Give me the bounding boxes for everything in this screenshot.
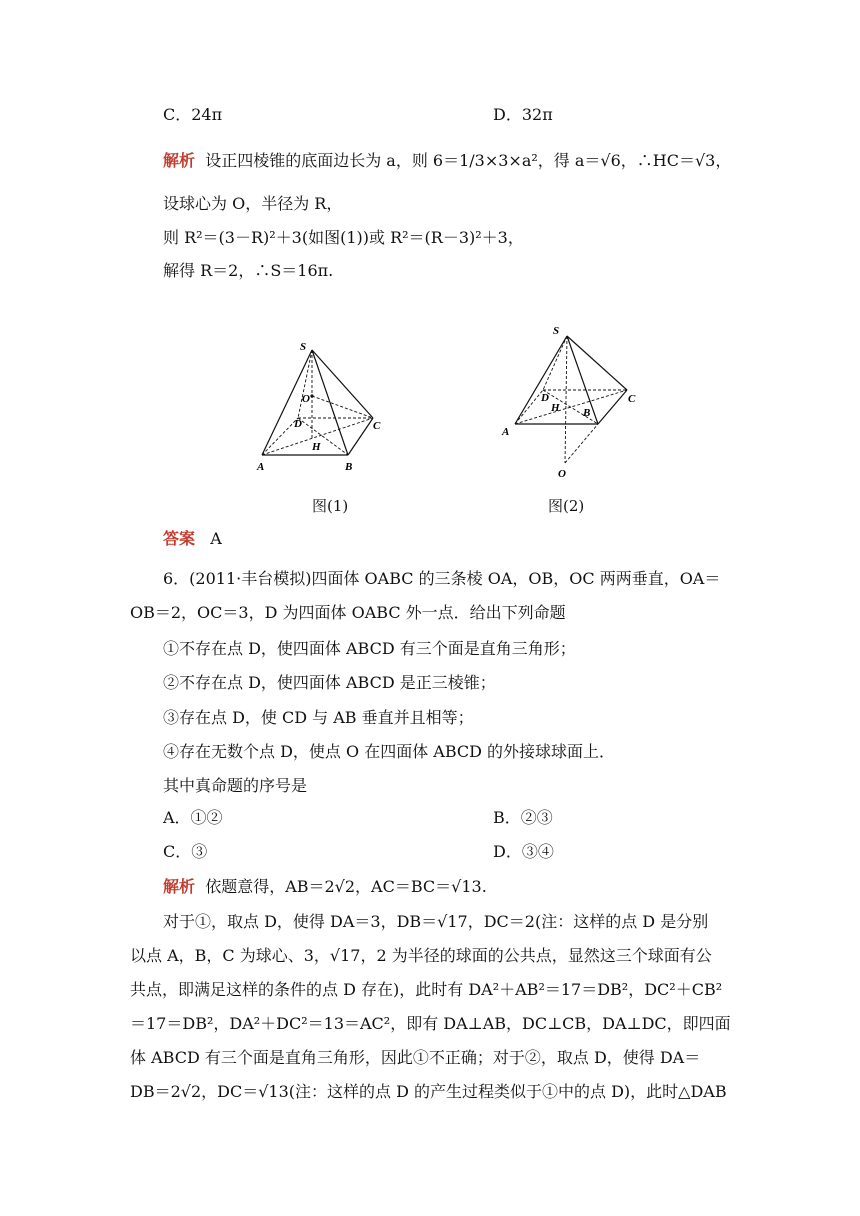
label-s: S [553,325,560,337]
solution-tag-2: 解析 [163,877,196,896]
solution-2-line-7: DB＝2√2，DC＝√13(注：这样的点 D 的产生过程类似于①中的点 D)，此时△DAB [130,1082,727,1101]
figure-2-caption: 图(2) [548,497,585,515]
label-a: A [257,461,265,473]
label-c: C [373,420,381,432]
solution-2-line-3: 以点 A，B，C 为球心、3，√17，2 为半径的球面的公共点，显然这三个球面有公 [130,946,712,965]
solution-1-line-4: 解得 R＝2，∴S＝16π. [163,261,334,280]
label-s: S [300,341,307,353]
solution-text: 设正四棱锥的底面边长为 a，则 6＝1/3×3×a²，得 a＝√6，∴HC＝√3， [205,151,732,170]
label-o: O [302,393,310,405]
label-a: A [502,426,510,438]
option-a: A．①② [163,808,223,827]
option-d: D．32π [493,105,553,124]
option-c: C．24π [163,105,223,124]
solution-2-line-5: ＝17＝DB²，DA²＋DC²＝13＝AC²，即有 DA⊥AB，DC⊥CB，DA⊥DC，即四面 [130,1014,731,1033]
proposition-3: ③存在点 D，使 CD 与 AB 垂直并且相等； [163,708,474,727]
solution-1-line-2: 设球心为 O，半径为 R， [163,194,343,213]
label-h: H [312,441,321,453]
answer-tag: 答案 [163,529,196,548]
solution-1-line-1 [163,150,731,172]
figure-1-pyramid [240,330,390,480]
question-ask: 其中真命题的序号是 [163,776,308,795]
label-o: O [558,468,566,480]
solution-tag: 解析 [163,151,196,170]
label-b: B [345,461,353,473]
label-h: H [551,402,560,414]
proposition-4: ④存在无数个点 D，使点 O 在四面体 ABCD 的外接球球面上． [163,742,616,761]
answer-line [163,528,222,550]
question-6-line-2: OB＝2，OC＝3，D 为四面体 OABC 外一点．给出下列命题 [130,603,566,622]
question-6-line-1: 6．(2011·丰台模拟)四面体 OABC 的三条棱 OA，OB，OC 两两垂直，OA＝ [163,569,721,588]
figure-2-pyramid [495,318,645,483]
solution-2-line-2: 对于①，取点 D，使得 DA＝3，DB＝√17，DC＝2(注：这样的点 D 是分别 [163,912,709,931]
option-d-q6: D．③④ [493,842,554,861]
proposition-1: ①不存在点 D，使四面体 ABCD 有三个面是直角三角形； [163,639,576,658]
solution-1-line-3: 则 R²＝(3－R)²＋3(如图(1))或 R²＝(R－3)²＋3， [163,228,524,247]
proposition-2: ②不存在点 D，使四面体 ABCD 是正三棱锥； [163,673,496,692]
option-b: B．②③ [493,808,553,827]
solution-2-line-4: 共点，即满足这样的条件的点 D 存在)，此时有 DA²＋AB²＝17＝DB²，DC²＋CB² [130,980,723,999]
solution-2-line-6: 体 ABCD 有三个面是直角三角形，因此①不正确；对于②，取点 D，使得 DA＝ [130,1048,701,1067]
center-point [310,394,313,397]
label-d: D [541,392,549,404]
option-c-q6: C．③ [163,842,208,861]
answer-value: A [210,529,222,548]
label-c: C [628,393,636,405]
solution-2-line-1 [163,876,487,898]
solution-2-text: 依题意得，AB＝2√2，AC＝BC＝√13. [205,877,487,896]
label-d: D [294,418,302,430]
label-b: B [583,407,591,419]
figure-1-caption: 图(1) [312,497,349,515]
